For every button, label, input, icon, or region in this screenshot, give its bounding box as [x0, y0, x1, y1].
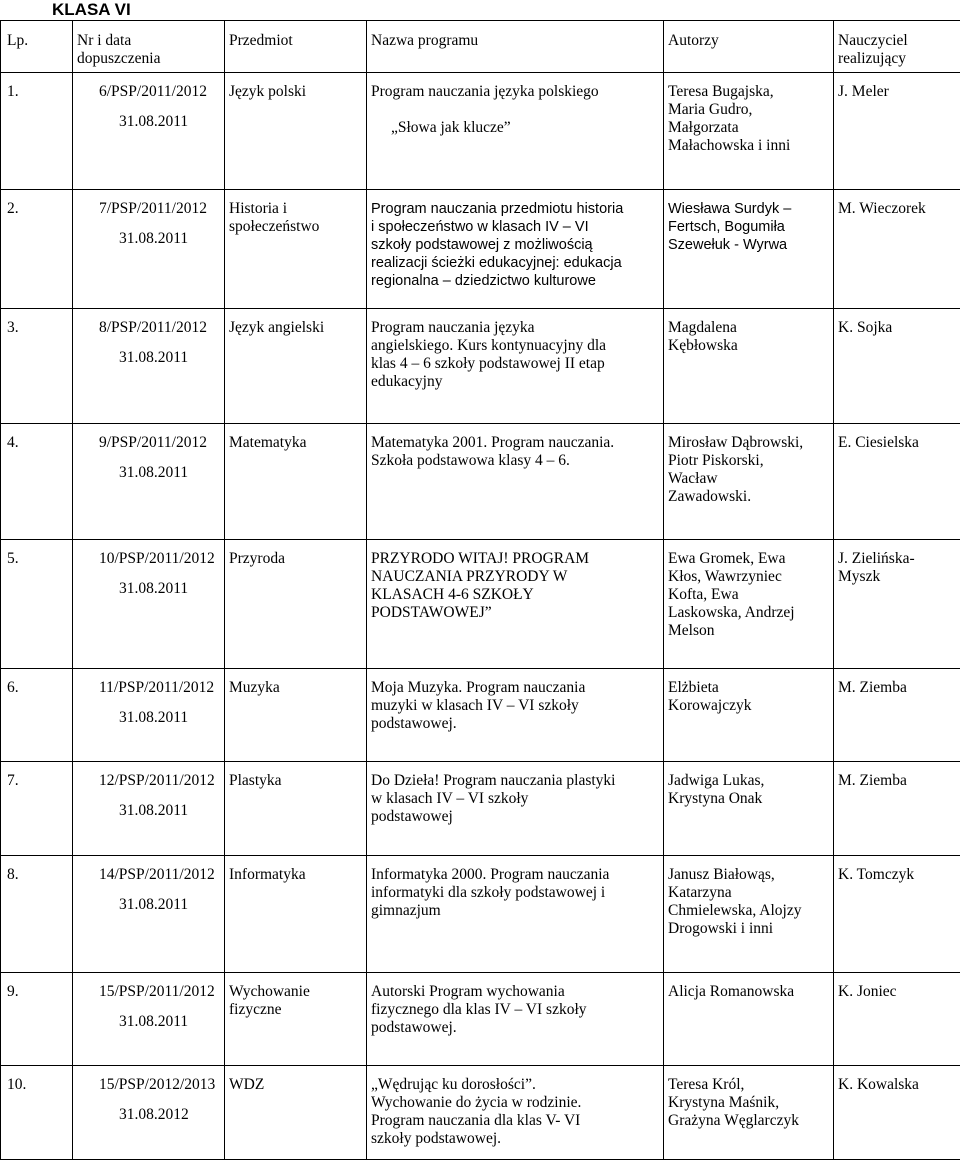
- header-teacher-line: Nauczyciel: [838, 32, 908, 49]
- approval-number: 7/PSP/2011/2012: [99, 200, 207, 217]
- authors-cell: [664, 973, 834, 1066]
- author-line: Jadwiga Lukas,: [668, 772, 765, 789]
- table-row: [1, 309, 960, 424]
- subject-cell: [225, 669, 367, 762]
- approval-number: 6/PSP/2011/2012: [99, 83, 207, 100]
- approval-number: 14/PSP/2011/2012: [99, 866, 215, 883]
- header-teacher: [834, 21, 960, 73]
- row-number: 8.: [1, 856, 73, 973]
- program-line: Moja Muzyka. Program nauczania: [371, 679, 586, 696]
- program-line: edukacyjny: [371, 373, 443, 390]
- author-line: Drogowski i inni: [668, 920, 774, 937]
- program-line: szkoły podstawowej z możliwością: [371, 237, 593, 253]
- teacher-cell: [834, 73, 960, 190]
- author-line: Krystyna Onak: [668, 790, 763, 807]
- subject-cell: [225, 540, 367, 669]
- row-number: 10.: [1, 1066, 73, 1160]
- authors-cell: [664, 1066, 834, 1160]
- approval-date: 31.08.2011: [119, 802, 189, 819]
- header-code-line: dopuszczenia: [77, 50, 161, 67]
- program-line: Program nauczania języka: [371, 319, 535, 336]
- author-line: Grażyna Węglarczyk: [668, 1112, 799, 1129]
- page-title: KLASA VI: [52, 0, 131, 19]
- approval-number: 9/PSP/2011/2012: [99, 434, 207, 451]
- subject-cell: [225, 1066, 367, 1160]
- program-line: regionalna – dziedzictwo kulturowe: [371, 273, 596, 289]
- program-cell: [367, 309, 664, 424]
- teacher-line: M. Ziemba: [838, 679, 907, 696]
- author-line: Elżbieta: [668, 679, 719, 696]
- subject-cell: [225, 856, 367, 973]
- teacher-cell: [834, 856, 960, 973]
- subject-line: WDZ: [229, 1076, 265, 1093]
- author-line: Krystyna Maśnik,: [668, 1094, 780, 1111]
- row-number: 2.: [1, 190, 73, 309]
- header-authors: Autorzy: [664, 21, 834, 73]
- approval-cell: [73, 190, 225, 309]
- approval-number: 15/PSP/2011/2012: [99, 983, 215, 1000]
- authors-cell: [664, 856, 834, 973]
- approval-cell: [73, 973, 225, 1066]
- author-line: Maria Gudro,: [668, 101, 753, 118]
- author-line: Małachowska i inni: [668, 137, 791, 154]
- author-line: Wacław: [668, 470, 718, 487]
- approval-cell: [73, 762, 225, 856]
- table-row: [1, 1066, 960, 1160]
- author-line: Szewełuk - Wyrwa: [668, 237, 788, 253]
- program-line: PODSTAWOWEJ”: [371, 604, 492, 621]
- teacher-line: K. Tomczyk: [838, 866, 915, 883]
- author-line: Ewa Gromek, Ewa: [668, 550, 786, 567]
- author-line: Kębłowska: [668, 337, 738, 354]
- authors-cell: [664, 190, 834, 309]
- teacher-line: E. Ciesielska: [838, 434, 919, 451]
- program-line: szkoły podstawowej.: [371, 1130, 502, 1147]
- table-row: [1, 669, 960, 762]
- subject-cell: [225, 762, 367, 856]
- authors-cell: [664, 540, 834, 669]
- program-line: Autorski Program wychowania: [371, 983, 565, 1000]
- authors-cell: [664, 669, 834, 762]
- table-row: [1, 190, 960, 309]
- author-line: Piotr Piskorski,: [668, 452, 764, 469]
- approval-number: 8/PSP/2011/2012: [99, 319, 207, 336]
- program-cell: [367, 856, 664, 973]
- teacher-line: J. Zielińska-: [838, 550, 915, 567]
- approval-date: 31.08.2011: [119, 580, 189, 597]
- approval-cell: [73, 73, 225, 190]
- program-line: podstawowej: [371, 808, 453, 825]
- table-row: [1, 73, 960, 190]
- subject-cell: [225, 424, 367, 540]
- author-line: Katarzyna: [668, 884, 732, 901]
- program-line: Do Dzieła! Program nauczania plastyki: [371, 772, 616, 789]
- program-line: angielskiego. Kurs kontynuacyjny dla: [371, 337, 607, 354]
- subject-line: Informatyka: [229, 866, 306, 883]
- author-line: Alicja Romanowska: [668, 983, 795, 1000]
- subject-cell: [225, 973, 367, 1066]
- teacher-line: Myszk: [838, 568, 881, 585]
- author-line: Chmielewska, Alojzy: [668, 902, 802, 919]
- author-line: Wiesława Surdyk –: [668, 201, 792, 217]
- author-line: Teresa Król,: [668, 1076, 745, 1093]
- author-line: Janusz Białowąs,: [668, 866, 775, 883]
- header-code-line: Nr i data: [77, 32, 132, 49]
- teacher-cell: [834, 190, 960, 309]
- author-line: Kłos, Wawrzyniec: [668, 568, 782, 585]
- subject-cell: [225, 73, 367, 190]
- authors-cell: [664, 309, 834, 424]
- table-row: [1, 856, 960, 973]
- approval-cell: [73, 309, 225, 424]
- table-row: [1, 424, 960, 540]
- authors-cell: [664, 424, 834, 540]
- author-line: Korowajczyk: [668, 697, 752, 714]
- header-lp: Lp.: [1, 21, 73, 73]
- program-line: i społeczeństwo w klasach IV – VI: [371, 219, 589, 235]
- table-row: [1, 540, 960, 669]
- subject-line: Matematyka: [229, 434, 307, 451]
- subject-line: Język polski: [229, 83, 307, 100]
- teacher-cell: [834, 1066, 960, 1160]
- row-number: 9.: [1, 973, 73, 1066]
- row-number: 3.: [1, 309, 73, 424]
- program-line: realizacji ścieżki edukacyjnej: edukacja: [371, 255, 622, 271]
- approval-cell: [73, 1066, 225, 1160]
- row-number: 7.: [1, 762, 73, 856]
- approval-date: 31.08.2012: [119, 1106, 189, 1123]
- row-number: 4.: [1, 424, 73, 540]
- subject-line: Przyroda: [229, 550, 285, 567]
- teacher-line: K. Kowalska: [838, 1076, 919, 1093]
- program-cell: [367, 669, 664, 762]
- header-program: Nazwa programu: [367, 21, 664, 73]
- approval-date: 31.08.2011: [119, 464, 189, 481]
- program-line: Wychowanie do życia w rodzinie.: [371, 1094, 582, 1111]
- teacher-line: K. Sojka: [838, 319, 893, 336]
- teacher-cell: [834, 762, 960, 856]
- approval-cell: [73, 669, 225, 762]
- row-number: 1.: [1, 73, 73, 190]
- approval-number: 11/PSP/2011/2012: [99, 679, 215, 696]
- program-line: informatyki dla szkoły podstawowej i: [371, 884, 606, 901]
- program-line: muzyki w klasach IV – VI szkoły: [371, 697, 579, 714]
- author-line: Fertsch, Bogumiła: [668, 219, 785, 235]
- program-line: klas 4 – 6 szkoły podstawowej II etap: [371, 355, 605, 372]
- program-line: Program nauczania przedmiotu historia: [371, 201, 624, 217]
- author-line: Mirosław Dąbrowski,: [668, 434, 804, 451]
- program-cell: [367, 973, 664, 1066]
- program-line: „Wędrując ku dorosłości”.: [371, 1076, 536, 1093]
- teacher-line: K. Joniec: [838, 983, 897, 1000]
- approval-cell: [73, 856, 225, 973]
- approval-date: 31.08.2011: [119, 349, 189, 366]
- authors-cell: [664, 73, 834, 190]
- program-line: NAUCZANIA PRZYRODY W: [371, 568, 568, 585]
- approval-number: 12/PSP/2011/2012: [99, 772, 215, 789]
- row-number: 5.: [1, 540, 73, 669]
- approval-date: 31.08.2011: [119, 230, 189, 247]
- program-subtitle: „Słowa jak klucze”: [391, 119, 511, 136]
- subject-line: Plastyka: [229, 772, 282, 789]
- program-cell: [367, 1066, 664, 1160]
- approval-number: 10/PSP/2011/2012: [99, 550, 215, 567]
- subject-cell: [225, 309, 367, 424]
- approval-cell: [73, 424, 225, 540]
- teacher-line: M. Wieczorek: [838, 200, 926, 217]
- program-line: PRZYRODO WITAJ! PROGRAM: [371, 550, 590, 567]
- author-line: Laskowska, Andrzej: [668, 604, 795, 621]
- subject-line: Wychowanie: [229, 983, 310, 1000]
- subject-line: Język angielski: [229, 319, 325, 336]
- program-cell: [367, 190, 664, 309]
- row-number: 6.: [1, 669, 73, 762]
- subject-line: fizyczne: [229, 1001, 282, 1018]
- program-line: Informatyka 2000. Program nauczania: [371, 866, 610, 883]
- author-line: Małgorzata: [668, 119, 739, 136]
- header-row: [1, 21, 960, 73]
- subject-line: społeczeństwo: [229, 218, 320, 235]
- program-line: fizycznego dla klas IV – VI szkoły: [371, 1001, 587, 1018]
- header-subject: Przedmiot: [225, 21, 367, 73]
- approval-date: 31.08.2011: [119, 896, 189, 913]
- teacher-cell: [834, 540, 960, 669]
- subject-cell: [225, 190, 367, 309]
- program-cell: [367, 540, 664, 669]
- program-line: Szkoła podstawowa klasy 4 – 6.: [371, 452, 570, 469]
- program-line: gimnazjum: [371, 902, 441, 919]
- program-cell: [367, 762, 664, 856]
- author-line: Kofta, Ewa: [668, 586, 739, 603]
- program-line: Program nauczania dla klas V- VI: [371, 1112, 581, 1129]
- teacher-line: J. Meler: [838, 83, 889, 100]
- authors-cell: [664, 762, 834, 856]
- teacher-cell: [834, 424, 960, 540]
- program-cell: [367, 73, 664, 190]
- teacher-line: M. Ziemba: [838, 772, 907, 789]
- program-line: Matematyka 2001. Program nauczania.: [371, 434, 615, 451]
- approval-cell: [73, 540, 225, 669]
- approval-date: 31.08.2011: [119, 1013, 189, 1030]
- program-line: w klasach IV – VI szkoły: [371, 790, 529, 807]
- program-cell: [367, 424, 664, 540]
- table-row: [1, 762, 960, 856]
- teacher-cell: [834, 973, 960, 1066]
- teacher-cell: [834, 309, 960, 424]
- subject-line: Muzyka: [229, 679, 280, 696]
- program-line: KLASACH 4-6 SZKOŁY: [371, 586, 534, 603]
- author-line: Magdalena: [668, 319, 737, 336]
- program-line: podstawowej.: [371, 715, 457, 732]
- table-row: [1, 973, 960, 1066]
- header-teacher-line: realizujący: [838, 50, 906, 67]
- teacher-cell: [834, 669, 960, 762]
- approval-number: 15/PSP/2012/2013: [99, 1076, 216, 1093]
- subject-line: Historia i: [229, 200, 288, 217]
- approval-date: 31.08.2011: [119, 709, 189, 726]
- header-code: [73, 21, 225, 73]
- author-line: Zawadowski.: [668, 488, 752, 505]
- program-table: [0, 20, 960, 1160]
- program-line: podstawowej.: [371, 1019, 457, 1036]
- approval-date: 31.08.2011: [119, 113, 189, 130]
- program-line: Program nauczania języka polskiego: [371, 83, 599, 100]
- author-line: Melson: [668, 622, 715, 639]
- author-line: Teresa Bugajska,: [668, 83, 774, 100]
